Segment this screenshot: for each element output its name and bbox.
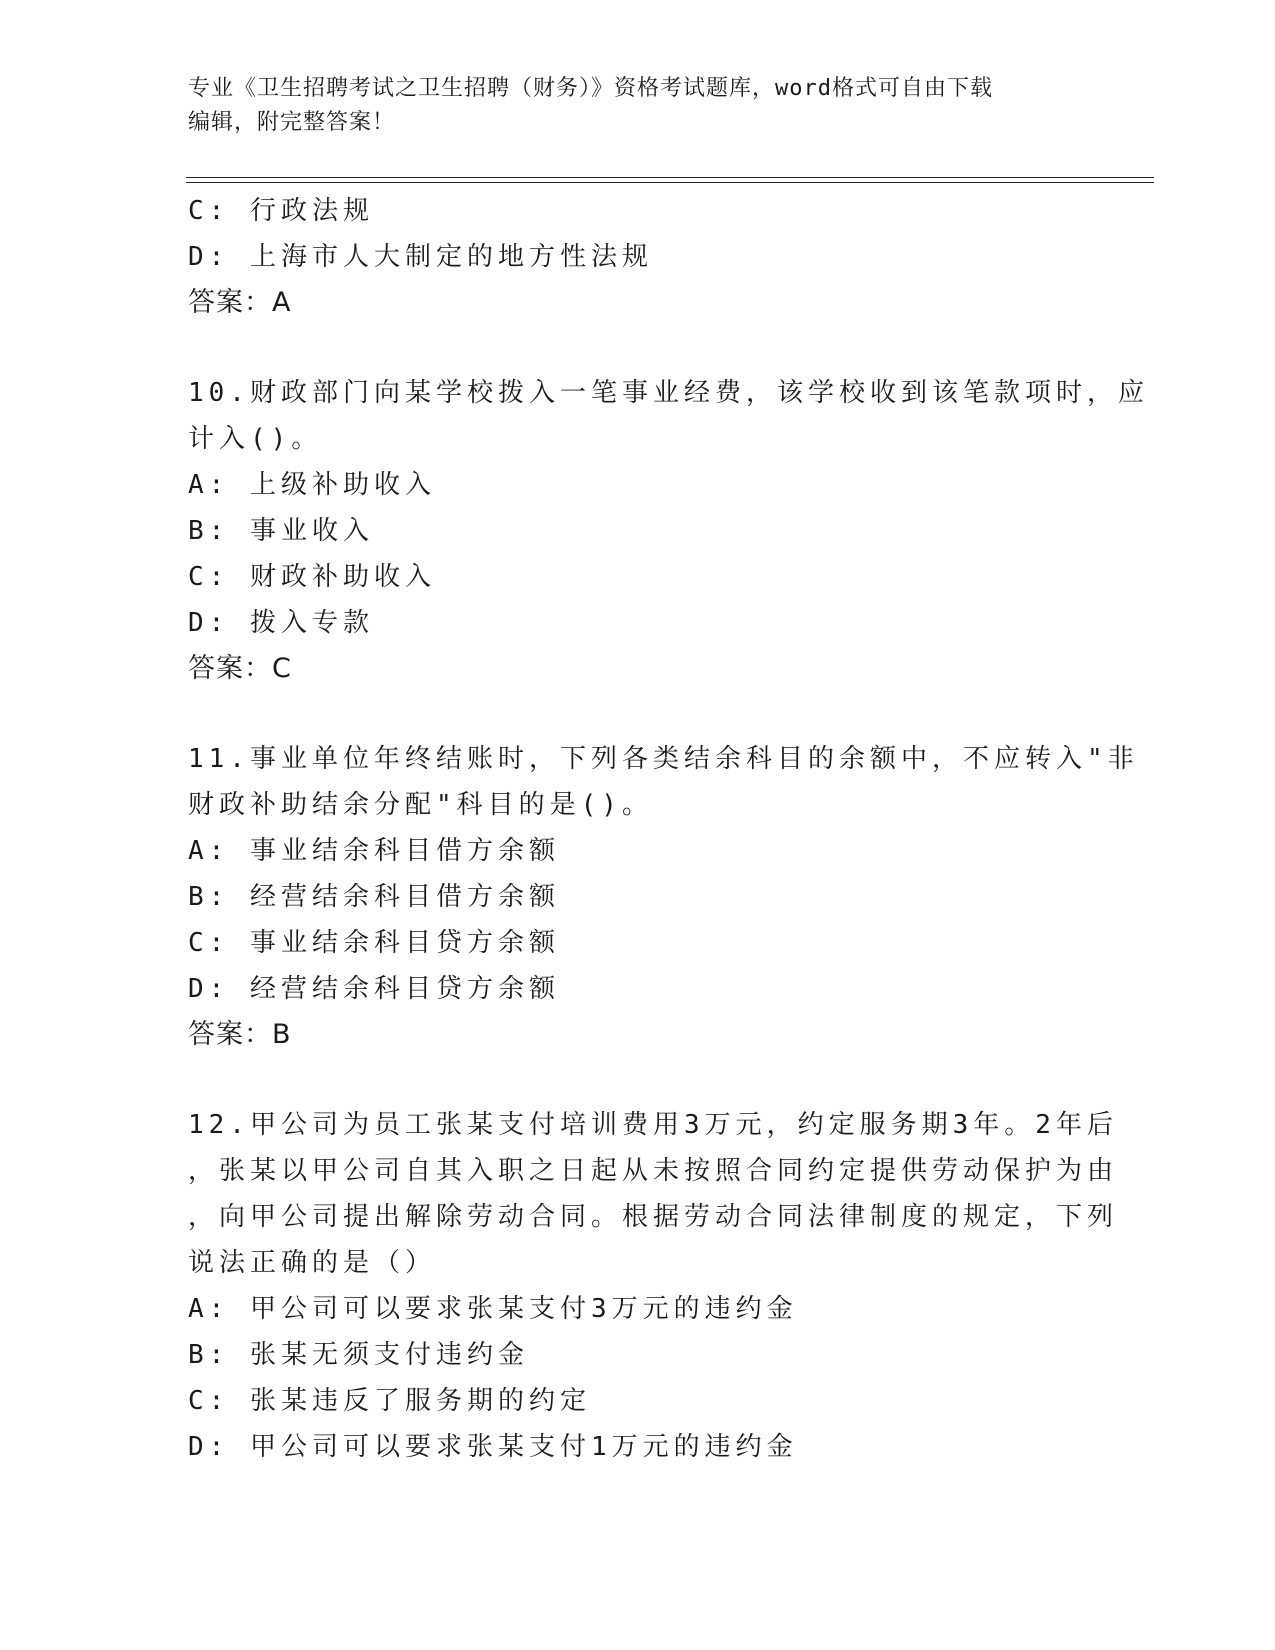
header-divider-bottom bbox=[186, 182, 1154, 183]
question-stem-line: 10.财政部门向某学校拨入一笔事业经费，该学校收到该笔款项时，应 bbox=[188, 378, 1149, 408]
question-stem-line: 说法正确的是（） bbox=[188, 1248, 437, 1278]
option-c: C: 财政补助收入 bbox=[188, 562, 436, 592]
question-spacer bbox=[188, 692, 1088, 736]
option-b: B: 张某无须支付违约金 bbox=[188, 1340, 529, 1370]
header-line-1: 专业《卫生招聘考试之卫生招聘（财务）》资格考试题库，word格式可自由下载 bbox=[188, 76, 993, 101]
question-stem-line: 计入()。 bbox=[188, 424, 323, 454]
option-c: C: 事业结余科目贷方余额 bbox=[188, 928, 560, 958]
question-10 bbox=[188, 370, 1149, 692]
option-c: C: 行政法规 bbox=[188, 196, 374, 226]
option-c: C: 张某违反了服务期的约定 bbox=[188, 1386, 591, 1416]
question-spacer bbox=[188, 1058, 1088, 1102]
option-a: A: 上级补助收入 bbox=[188, 470, 436, 500]
document-header bbox=[188, 72, 1088, 140]
header-line-2: 编辑，附完整答案！ bbox=[188, 110, 396, 135]
question-12 bbox=[188, 1102, 1119, 1470]
option-b: B: 经营结余科目借方余额 bbox=[188, 882, 560, 912]
question-stem-line: ，张某以甲公司自其入职之日起从未按照合同约定提供劳动保护为由 bbox=[188, 1156, 1119, 1186]
option-b: B: 事业收入 bbox=[188, 516, 374, 546]
option-a: A: 事业结余科目借方余额 bbox=[188, 836, 560, 866]
option-d: D: 甲公司可以要求张某支付1万元的违约金 bbox=[188, 1432, 798, 1462]
question-stem-line: ，向甲公司提出解除劳动合同。根据劳动合同法律制度的规定，下列 bbox=[188, 1202, 1119, 1232]
question-stem-line: 财政补助结余分配"科目的是()。 bbox=[188, 790, 653, 820]
option-d: D: 经营结余科目贷方余额 bbox=[188, 974, 560, 1004]
answer-line: 答案：B bbox=[188, 1019, 292, 1050]
header-divider-top bbox=[186, 177, 1154, 178]
option-d: D: 上海市人大制定的地方性法规 bbox=[188, 242, 653, 272]
question-stem-line: 11.事业单位年终结账时，下列各类结余科目的余额中，不应转入"非 bbox=[188, 744, 1139, 774]
option-a: A: 甲公司可以要求张某支付3万元的违约金 bbox=[188, 1294, 798, 1324]
answer-line: 答案：A bbox=[188, 287, 292, 318]
option-d: D: 拨入专款 bbox=[188, 608, 374, 638]
question-9 bbox=[188, 188, 1088, 326]
question-stem-line: 12.甲公司为员工张某支付培训费用3万元，约定服务期3年。2年后 bbox=[188, 1110, 1118, 1140]
question-list bbox=[188, 188, 1149, 1470]
answer-line: 答案：C bbox=[188, 653, 292, 684]
question-spacer bbox=[188, 326, 1088, 370]
question-11 bbox=[188, 736, 1139, 1058]
